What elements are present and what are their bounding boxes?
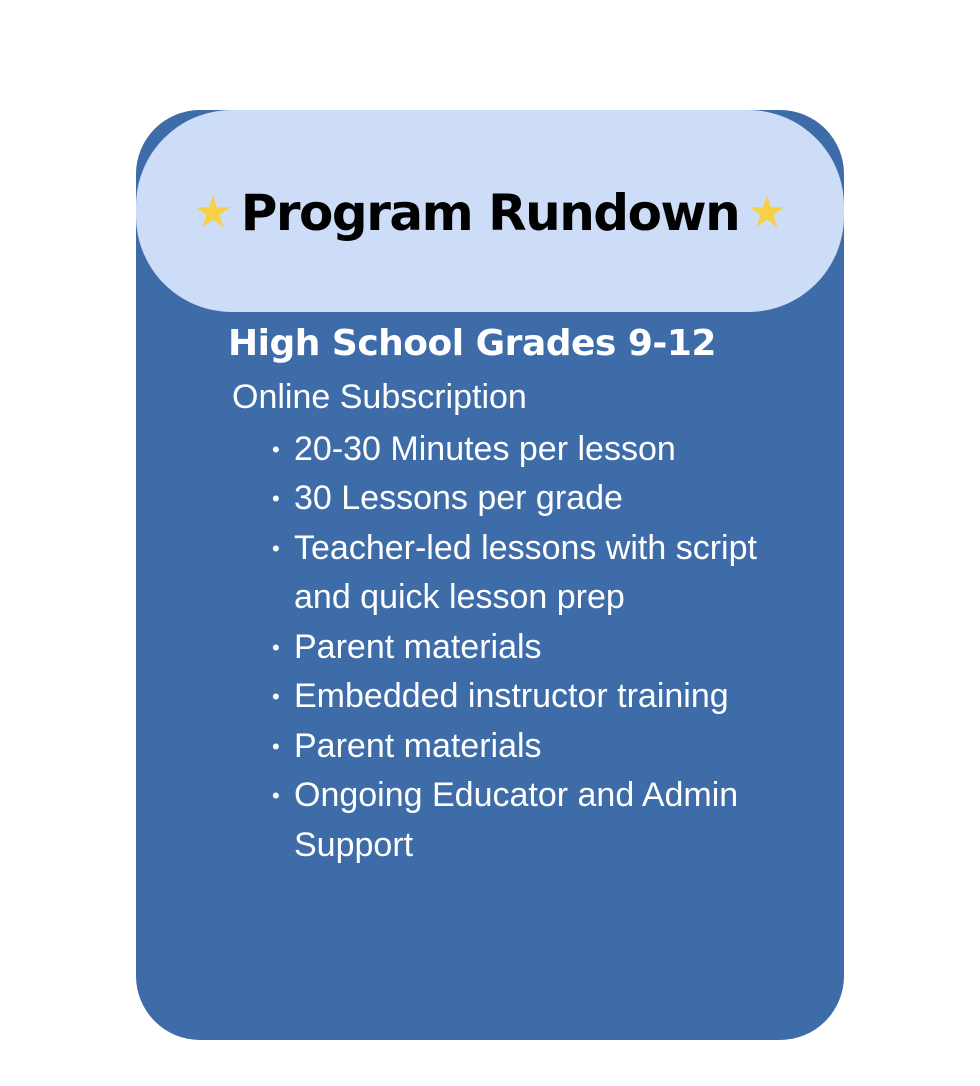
list-item: [272, 474, 818, 524]
star-icon: ★: [193, 187, 233, 238]
list-item-text: Embedded instructor training: [294, 677, 729, 716]
list-item-text: Teacher-led lessons with script and quick lesson prep: [294, 528, 757, 617]
list-item: [272, 623, 818, 673]
bullet-icon: •: [272, 535, 280, 561]
list-item-text: 20-30 Minutes per lesson: [294, 429, 676, 468]
bullet-icon: •: [272, 783, 280, 809]
card-header: [136, 110, 844, 312]
list-item-text: Parent materials: [294, 726, 542, 765]
feature-list: [228, 425, 818, 871]
star-icon: ★: [747, 187, 787, 238]
card-content: [228, 322, 818, 870]
list-item: [272, 672, 818, 722]
bullet-icon: •: [272, 733, 280, 759]
bullet-icon: •: [272, 436, 280, 462]
list-item: [272, 524, 818, 623]
bullet-icon: •: [272, 486, 280, 512]
section-label: Online Subscription: [232, 378, 527, 417]
list-item-text: 30 Lessons per grade: [294, 479, 623, 518]
list-item-text: Ongoing Educator and Admin Support: [294, 776, 739, 864]
header-title-row: [193, 184, 786, 242]
list-item: [272, 425, 818, 475]
list-item-text: Parent materials: [294, 627, 542, 666]
page-title: Program Rundown: [240, 184, 740, 242]
list-item: [272, 722, 818, 772]
bullet-icon: •: [272, 684, 280, 710]
list-item: [272, 771, 818, 870]
bullet-icon: •: [272, 634, 280, 660]
grade-heading: High School Grades 9-12: [228, 323, 716, 364]
